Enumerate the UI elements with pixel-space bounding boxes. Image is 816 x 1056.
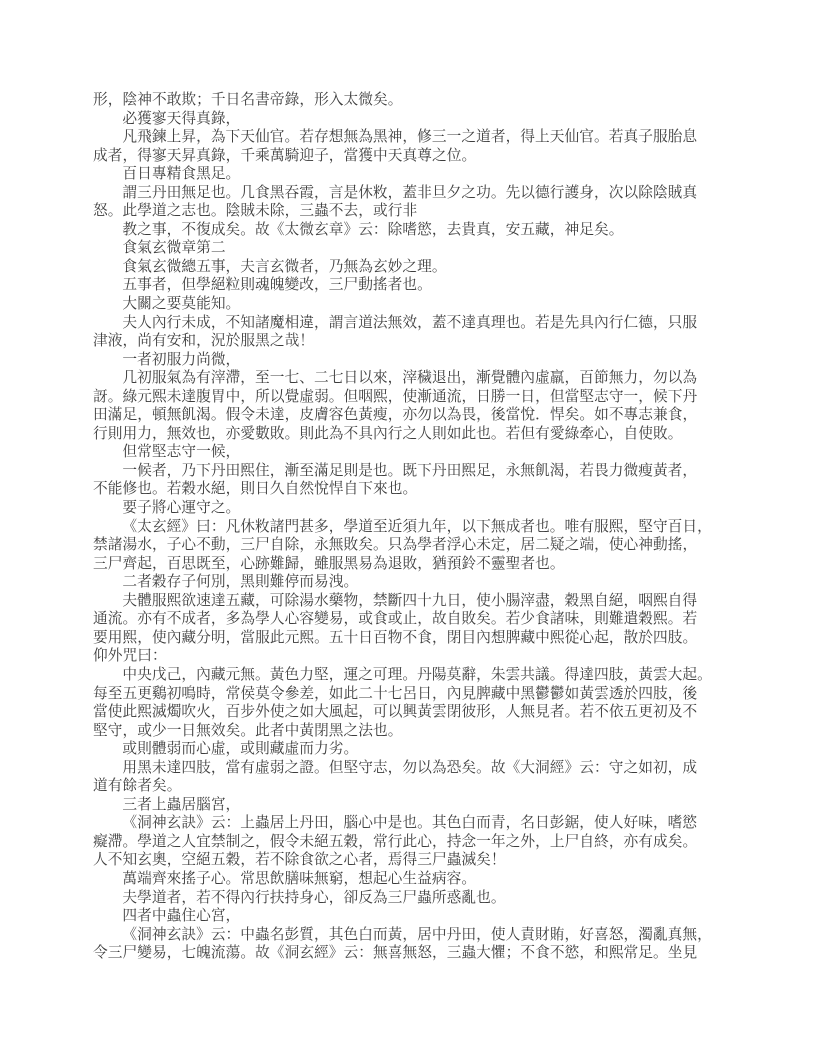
text-line: 凡飛鍊上昇，為下天仙官。若存想無為黑神，修三一之道者，得上天仙官。若真子服胎息 <box>122 129 698 146</box>
text-line: 道有餘者矣。 <box>93 778 182 795</box>
text-line: 萬端齊來搖子心。常思飲膳味無窮，想起心生益病容。 <box>122 870 477 887</box>
text-line: 几初服氣為有滓滯，至一七、二七日以來，滓穢退出，漸覺體內虛羸，百節無力，勿以為 <box>122 370 698 387</box>
text-line: 人不知玄奧，空絕五穀，若不除食欲之心者，焉得三尸蟲滅矣！ <box>93 852 506 869</box>
text-line: 一候者，乃下丹田熙住，漸至滿足則是也。既下丹田熙足，永無飢渴，若畏力微瘦黃者， <box>122 462 698 479</box>
text-line: 四者中蟲住心宮， <box>122 908 241 925</box>
text-line: 津液，尚有安和，況於服黑之哉！ <box>93 333 315 350</box>
text-line: 《太玄經》曰：凡休敉諸門甚多，學道至近須九年，以下無成者也。唯有服熙，堅守百日， <box>122 518 712 535</box>
text-line: 癡滯。學道之人宜禁制之，假令未絕五穀，常行此心，持念一年之外，上尸自終，亦有成矣。 <box>93 833 698 850</box>
text-line: 《洞神玄訣》云：中蟲名彭質，其色白而黃，居中丹田，使人責財賄，好喜怒，濁亂真無， <box>122 926 712 943</box>
text-line: 百日專精食黑足。 <box>122 166 241 183</box>
text-line: 不能修也。若穀水絕，則日久自然悅悍自下來也。 <box>93 481 418 498</box>
text-line: 夫學道者，若不得內行扶持身心，卻反為三尸蟲所惑亂也。 <box>122 889 506 906</box>
text-line: 食氣玄微章第二 <box>122 240 226 257</box>
text-line: 夫體服熙欲速達五藏，可除湯水藥物，禁斷四十九日，使小腸滓盡，穀黑自絕，咽熙自得 <box>122 592 698 609</box>
text-line: 用黑未達四肢，當有虛弱之證。但堅守志，勿以為恐矣。故《大洞經》云：守之如初，成 <box>122 759 698 776</box>
text-line: 形，陰神不敢欺；千日名書帝錄，形入太微矣。 <box>93 92 403 108</box>
text-line: 訝。綠元熙未達腹胃中，所以覺虛弱。但咽熙，使漸通流，日勝一日，但當堅志守一，候下丹 <box>93 388 698 405</box>
text-line: 必獲寥天得真錄， <box>122 110 241 127</box>
text-line: 仰外咒曰： <box>93 648 167 665</box>
text-line: 五事者，但學絕粒則魂魄變改，三尸動搖者也。 <box>122 277 432 294</box>
text-line: 禁諸湯水，子心不動，三尸自除，永無敗矣。只為學者浮心未定，居二疑之端，使心神動搖， <box>93 537 698 554</box>
text-line: 夫人內行未成，不知諸魔相違，謂言道法無效，蓋不達真理也。若是先具內行仁德，只服 <box>122 314 698 331</box>
text-line: 大關之要莫能知。 <box>122 296 241 313</box>
text-line: 但常堅志守一候， <box>122 444 241 461</box>
text-line: 或則體弱而心虛，或則藏虛而力劣。 <box>122 741 359 758</box>
text-line: 通流。亦有不成者，多為學人心容變易，或食或止，故自敗矣。若少食諸味，則難遣穀熙。若 <box>93 611 698 628</box>
text-block <box>93 91 733 963</box>
text-line: 三者上蟲居腦宮， <box>122 796 241 813</box>
text-line: 堅守，或少一日無效矣。此者中黃閉黑之法也。 <box>93 722 403 739</box>
text-line: 當使此熙滅燭吹火，百步外使之如大風起，可以興黃雲閉彼形，人無見者。若不依五更初及不 <box>93 704 698 721</box>
text-line: 教之事，不復成矣。故《太微玄章》云：除嗜慾，去貴真，安五藏，神足矣。 <box>122 221 624 238</box>
text-line: 行則用力，無效也，亦愛數敗。則此為不具內行之人則如此也。若但有愛綠牽心，自使敗。 <box>93 425 683 442</box>
text-line: 食氣玄微總五事，夫言玄微者，乃無為玄妙之理。 <box>122 258 447 275</box>
text-line: 三尸齊起，百思既至，心跡難歸，雖服黑易為退敗，猶預鈴不靈聖者也。 <box>93 555 565 572</box>
text-line: 每至五更鷄初鳴時，常侯莫令參差，如此二十七呂日，內見脾藏中黑鬱鬱如黃雲透於四肢，後 <box>93 685 698 702</box>
text-line: 成者，得寥天昇真錄，千乘萬騎迎子，當獲中天真尊之位。 <box>93 147 477 164</box>
text-line: 令三尸變易，七魄流蕩。故《洞玄經》云：無喜無怒，三蟲大懼；不食不慾，和熙常足。坐見 <box>93 945 698 962</box>
text-line: 中央戊己，內藏元無。黃色力堅，運之可理。丹陽莫辭，朱雲共議。得達四肢，黃雲大起。 <box>122 666 712 683</box>
text-line: 要子將心運守之。 <box>122 500 241 517</box>
text-line: 《洞神玄訣》云：上蟲居上丹田，腦心中是也。其色白而青，名日彭鋸，使人好味，嗜慾 <box>122 815 698 832</box>
text-line: 要用熙，使內藏分明，當服此元熙。五十日百物不食，閉目內想脾藏中熙從心起，散於四肢。 <box>93 629 698 646</box>
text-line: 怒。此學道之志也。陰賊未除，三蟲不去，或行非 <box>93 203 418 220</box>
text-line: 田滿足，頓無飢渴。假令未達，皮膚容色黃瘦，亦勿以為畏，後當悅．悍矣。如不專志兼食， <box>93 407 698 424</box>
text-line: 二者穀存子何別，黑則難停而易洩。 <box>122 574 359 591</box>
text-line: 一者初服力尚微， <box>122 351 241 368</box>
text-line: 謂三丹田無足也。几食黑吞霞，言是休敉，蓋非旦夕之功。先以德行護身，次以除陰賊真 <box>122 184 698 201</box>
